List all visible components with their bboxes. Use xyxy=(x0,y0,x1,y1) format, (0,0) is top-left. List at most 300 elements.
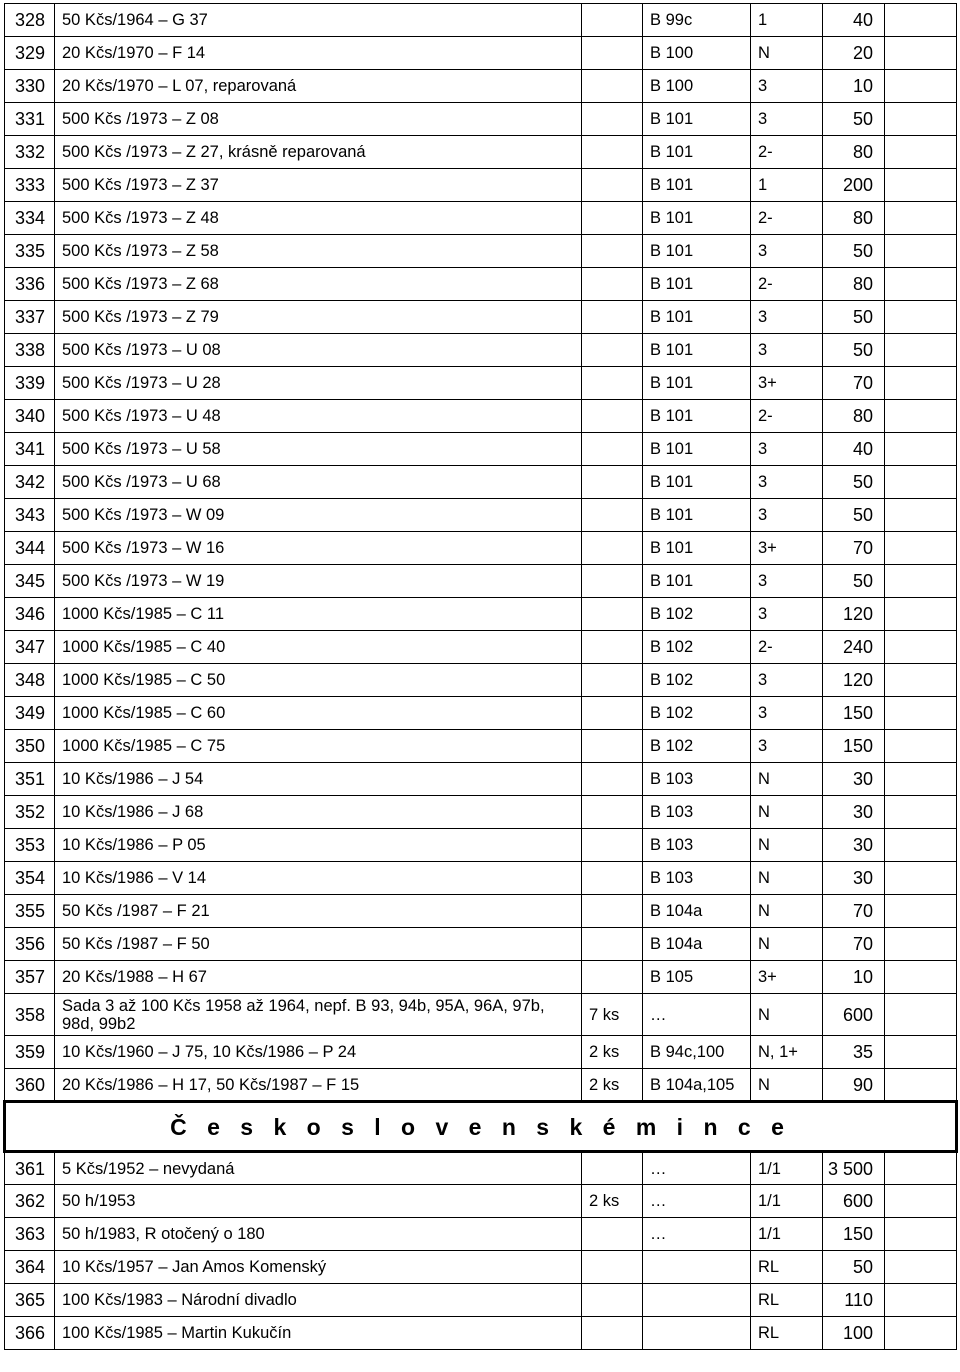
catalog-number: B 102 xyxy=(643,664,751,697)
catalog-number: B 101 xyxy=(643,136,751,169)
quantity xyxy=(582,565,643,598)
price: 50 xyxy=(823,103,885,136)
item-description: 100 Kčs/1983 – Národní divadlo xyxy=(55,1284,582,1317)
price: 200 xyxy=(823,169,885,202)
empty-cell xyxy=(885,499,957,532)
price: 35 xyxy=(823,1036,885,1069)
table-row xyxy=(5,730,957,763)
item-description: 100 Kčs/1985 – Martin Kukučín xyxy=(55,1317,582,1350)
grade: 3 xyxy=(751,598,823,631)
lot-number: 345 xyxy=(5,565,55,598)
quantity xyxy=(582,631,643,664)
lot-number: 344 xyxy=(5,532,55,565)
empty-cell xyxy=(885,862,957,895)
lot-number: 365 xyxy=(5,1284,55,1317)
price: 70 xyxy=(823,367,885,400)
empty-cell xyxy=(885,1218,957,1251)
price: 120 xyxy=(823,664,885,697)
table-row xyxy=(5,301,957,334)
price: 20 xyxy=(823,37,885,70)
price: 30 xyxy=(823,763,885,796)
empty-cell xyxy=(885,763,957,796)
empty-cell xyxy=(885,961,957,994)
table-row xyxy=(5,334,957,367)
grade: N xyxy=(751,37,823,70)
grade: 3 xyxy=(751,70,823,103)
item-description: 20 Kčs/1986 – H 17, 50 Kčs/1987 – F 15 xyxy=(55,1069,582,1102)
quantity xyxy=(582,664,643,697)
grade: N xyxy=(751,928,823,961)
quantity xyxy=(582,1317,643,1350)
price: 10 xyxy=(823,961,885,994)
item-description: 500 Kčs /1973 – Z 27, krásně reparovaná xyxy=(55,136,582,169)
grade: 2- xyxy=(751,268,823,301)
lot-number: 354 xyxy=(5,862,55,895)
price: 80 xyxy=(823,136,885,169)
quantity xyxy=(582,367,643,400)
catalog-number: B 101 xyxy=(643,334,751,367)
quantity: 2 ks xyxy=(582,1036,643,1069)
item-description: 20 Kčs/1988 – H 67 xyxy=(55,961,582,994)
item-description: 1000 Kčs/1985 – C 50 xyxy=(55,664,582,697)
price: 70 xyxy=(823,895,885,928)
item-description: 10 Kčs/1957 – Jan Amos Komenský xyxy=(55,1251,582,1284)
catalog-number: B 101 xyxy=(643,532,751,565)
lot-number: 328 xyxy=(5,4,55,37)
lot-number: 330 xyxy=(5,70,55,103)
quantity xyxy=(582,499,643,532)
quantity xyxy=(582,1251,643,1284)
item-description: 50 Kčs /1987 – F 50 xyxy=(55,928,582,961)
price: 150 xyxy=(823,1218,885,1251)
catalog-number: B 101 xyxy=(643,301,751,334)
grade: N xyxy=(751,796,823,829)
item-description: 500 Kčs /1973 – U 08 xyxy=(55,334,582,367)
table-row xyxy=(5,598,957,631)
price: 30 xyxy=(823,796,885,829)
grade: 3 xyxy=(751,433,823,466)
table-row xyxy=(5,763,957,796)
empty-cell xyxy=(885,301,957,334)
table-row xyxy=(5,829,957,862)
lot-number: 334 xyxy=(5,202,55,235)
grade: 2- xyxy=(751,202,823,235)
item-description: 50 h/1953 xyxy=(55,1185,582,1218)
price: 90 xyxy=(823,1069,885,1102)
catalog-number: B 99c xyxy=(643,4,751,37)
price: 600 xyxy=(823,1185,885,1218)
price: 80 xyxy=(823,268,885,301)
empty-cell xyxy=(885,37,957,70)
price: 30 xyxy=(823,862,885,895)
empty-cell xyxy=(885,730,957,763)
lot-number: 339 xyxy=(5,367,55,400)
empty-cell xyxy=(885,136,957,169)
quantity xyxy=(582,1284,643,1317)
quantity xyxy=(582,433,643,466)
item-description: 1000 Kčs/1985 – C 40 xyxy=(55,631,582,664)
empty-cell xyxy=(885,895,957,928)
quantity xyxy=(582,598,643,631)
price: 10 xyxy=(823,70,885,103)
quantity xyxy=(582,763,643,796)
quantity xyxy=(582,70,643,103)
quantity xyxy=(582,1152,643,1185)
grade: RL xyxy=(751,1317,823,1350)
item-description: 1000 Kčs/1985 – C 60 xyxy=(55,697,582,730)
catalog-number: … xyxy=(643,1152,751,1185)
grade: 3 xyxy=(751,730,823,763)
grade: 3 xyxy=(751,334,823,367)
empty-cell xyxy=(885,1069,957,1102)
empty-cell xyxy=(885,1152,957,1185)
table-row xyxy=(5,1036,957,1069)
empty-cell xyxy=(885,1036,957,1069)
lot-number: 341 xyxy=(5,433,55,466)
price: 100 xyxy=(823,1317,885,1350)
grade: N xyxy=(751,862,823,895)
table-row xyxy=(5,169,957,202)
quantity xyxy=(582,37,643,70)
table-row xyxy=(5,697,957,730)
lot-number: 361 xyxy=(5,1152,55,1185)
catalog-number: … xyxy=(643,1218,751,1251)
empty-cell xyxy=(885,1317,957,1350)
grade: 3 xyxy=(751,466,823,499)
price: 50 xyxy=(823,466,885,499)
catalog-number: B 103 xyxy=(643,796,751,829)
item-description: 500 Kčs /1973 – Z 68 xyxy=(55,268,582,301)
item-description: 500 Kčs /1973 – U 48 xyxy=(55,400,582,433)
table-row xyxy=(5,961,957,994)
table-row xyxy=(5,796,957,829)
grade: N xyxy=(751,829,823,862)
lot-number: 362 xyxy=(5,1185,55,1218)
lot-number: 366 xyxy=(5,1317,55,1350)
catalog-number: B 102 xyxy=(643,631,751,664)
table-row xyxy=(5,235,957,268)
catalog-number: B 101 xyxy=(643,367,751,400)
grade: 3 xyxy=(751,103,823,136)
empty-cell xyxy=(885,697,957,730)
catalog-number xyxy=(643,1317,751,1350)
quantity xyxy=(582,928,643,961)
section-header-row xyxy=(5,1102,957,1152)
empty-cell xyxy=(885,367,957,400)
catalog-number: B 104a xyxy=(643,928,751,961)
grade: 3+ xyxy=(751,367,823,400)
grade: RL xyxy=(751,1284,823,1317)
empty-cell xyxy=(885,4,957,37)
price: 50 xyxy=(823,334,885,367)
lot-number: 356 xyxy=(5,928,55,961)
item-description: 500 Kčs /1973 – U 28 xyxy=(55,367,582,400)
quantity xyxy=(582,103,643,136)
lot-number: 363 xyxy=(5,1218,55,1251)
table-row xyxy=(5,433,957,466)
table-row xyxy=(5,994,957,1036)
empty-cell xyxy=(885,664,957,697)
table-row xyxy=(5,928,957,961)
table-row xyxy=(5,1218,957,1251)
price: 120 xyxy=(823,598,885,631)
table-row xyxy=(5,70,957,103)
grade: 1/1 xyxy=(751,1152,823,1185)
lot-number: 332 xyxy=(5,136,55,169)
grade: 2- xyxy=(751,631,823,664)
catalog-number: B 103 xyxy=(643,829,751,862)
catalog-number: B 102 xyxy=(643,598,751,631)
item-description: 1000 Kčs/1985 – C 11 xyxy=(55,598,582,631)
lot-number: 335 xyxy=(5,235,55,268)
empty-cell xyxy=(885,235,957,268)
table-row xyxy=(5,895,957,928)
table-row xyxy=(5,400,957,433)
lot-number: 336 xyxy=(5,268,55,301)
grade: N xyxy=(751,1069,823,1102)
item-description: 10 Kčs/1986 – J 68 xyxy=(55,796,582,829)
lot-number: 364 xyxy=(5,1251,55,1284)
empty-cell xyxy=(885,994,957,1036)
empty-cell xyxy=(885,202,957,235)
catalog-number: B 101 xyxy=(643,103,751,136)
quantity xyxy=(582,136,643,169)
grade: 2- xyxy=(751,400,823,433)
quantity xyxy=(582,466,643,499)
price: 50 xyxy=(823,565,885,598)
catalog-rows-after xyxy=(5,1152,957,1350)
catalog-number: B 102 xyxy=(643,697,751,730)
item-description: 500 Kčs /1973 – U 58 xyxy=(55,433,582,466)
empty-cell xyxy=(885,631,957,664)
grade: N xyxy=(751,994,823,1036)
lot-number: 333 xyxy=(5,169,55,202)
catalog-number: B 105 xyxy=(643,961,751,994)
grade: 1 xyxy=(751,169,823,202)
table-row xyxy=(5,664,957,697)
empty-cell xyxy=(885,1251,957,1284)
price: 110 xyxy=(823,1284,885,1317)
grade: 3 xyxy=(751,499,823,532)
quantity xyxy=(582,400,643,433)
grade: 1/1 xyxy=(751,1185,823,1218)
item-description: 500 Kčs /1973 – W 19 xyxy=(55,565,582,598)
lot-number: 347 xyxy=(5,631,55,664)
catalog-number: B 101 xyxy=(643,433,751,466)
table-row xyxy=(5,466,957,499)
grade: N xyxy=(751,763,823,796)
table-row xyxy=(5,367,957,400)
item-description: 500 Kčs /1973 – Z 58 xyxy=(55,235,582,268)
lot-number: 331 xyxy=(5,103,55,136)
grade: N xyxy=(751,895,823,928)
price: 40 xyxy=(823,433,885,466)
quantity xyxy=(582,796,643,829)
empty-cell xyxy=(885,532,957,565)
grade: 2- xyxy=(751,136,823,169)
table-row xyxy=(5,532,957,565)
lot-number: 340 xyxy=(5,400,55,433)
catalog-table xyxy=(3,3,958,1350)
lot-number: 342 xyxy=(5,466,55,499)
item-description: 10 Kčs/1986 – J 54 xyxy=(55,763,582,796)
table-row xyxy=(5,631,957,664)
lot-number: 329 xyxy=(5,37,55,70)
price: 3 500 xyxy=(823,1152,885,1185)
table-row xyxy=(5,1284,957,1317)
price: 150 xyxy=(823,697,885,730)
grade: N, 1+ xyxy=(751,1036,823,1069)
catalog-number: B 101 xyxy=(643,400,751,433)
item-description: 10 Kčs/1960 – J 75, 10 Kčs/1986 – P 24 xyxy=(55,1036,582,1069)
grade: 3 xyxy=(751,697,823,730)
item-description: 50 Kčs/1964 – G 37 xyxy=(55,4,582,37)
catalog-number: B 104a xyxy=(643,895,751,928)
lot-number: 343 xyxy=(5,499,55,532)
quantity xyxy=(582,235,643,268)
quantity xyxy=(582,202,643,235)
empty-cell xyxy=(885,829,957,862)
item-description: 500 Kčs /1973 – W 16 xyxy=(55,532,582,565)
lot-number: 355 xyxy=(5,895,55,928)
quantity: 7 ks xyxy=(582,994,643,1036)
lot-number: 337 xyxy=(5,301,55,334)
lot-number: 359 xyxy=(5,1036,55,1069)
lot-number: 350 xyxy=(5,730,55,763)
lot-number: 346 xyxy=(5,598,55,631)
lot-number: 360 xyxy=(5,1069,55,1102)
catalog-number: B 103 xyxy=(643,862,751,895)
grade: 3 xyxy=(751,565,823,598)
empty-cell xyxy=(885,70,957,103)
catalog-number: B 100 xyxy=(643,70,751,103)
table-row xyxy=(5,136,957,169)
price: 40 xyxy=(823,4,885,37)
catalog-number: B 103 xyxy=(643,763,751,796)
price: 80 xyxy=(823,202,885,235)
table-row xyxy=(5,1251,957,1284)
quantity xyxy=(582,268,643,301)
price: 50 xyxy=(823,301,885,334)
lot-number: 358 xyxy=(5,994,55,1036)
empty-cell xyxy=(885,598,957,631)
table-row xyxy=(5,1152,957,1185)
quantity xyxy=(582,169,643,202)
grade: 3+ xyxy=(751,961,823,994)
quantity xyxy=(582,895,643,928)
item-description: 500 Kčs /1973 – U 68 xyxy=(55,466,582,499)
section-title: Č e s k o s l o v e n s k é m i n c e xyxy=(5,1102,957,1152)
table-row xyxy=(5,1069,957,1102)
catalog-number: B 101 xyxy=(643,499,751,532)
empty-cell xyxy=(885,169,957,202)
quantity xyxy=(582,1218,643,1251)
item-description: 10 Kčs/1986 – V 14 xyxy=(55,862,582,895)
empty-cell xyxy=(885,796,957,829)
item-description: 5 Kčs/1952 – nevydaná xyxy=(55,1152,582,1185)
item-description: 1000 Kčs/1985 – C 75 xyxy=(55,730,582,763)
item-description: 500 Kčs /1973 – W 09 xyxy=(55,499,582,532)
empty-cell xyxy=(885,1284,957,1317)
lot-number: 349 xyxy=(5,697,55,730)
grade: 3 xyxy=(751,301,823,334)
price: 30 xyxy=(823,829,885,862)
quantity xyxy=(582,862,643,895)
price: 600 xyxy=(823,994,885,1036)
empty-cell xyxy=(885,565,957,598)
catalog-number: … xyxy=(643,994,751,1036)
item-description: 50 h/1983, R otočený o 180 xyxy=(55,1218,582,1251)
item-description: 500 Kčs /1973 – Z 79 xyxy=(55,301,582,334)
catalog-number: … xyxy=(643,1185,751,1218)
price: 50 xyxy=(823,1251,885,1284)
catalog-number: B 101 xyxy=(643,268,751,301)
price: 70 xyxy=(823,532,885,565)
grade: 3+ xyxy=(751,532,823,565)
lot-number: 351 xyxy=(5,763,55,796)
empty-cell xyxy=(885,1185,957,1218)
catalog-number: B 101 xyxy=(643,466,751,499)
table-row xyxy=(5,37,957,70)
quantity xyxy=(582,961,643,994)
grade: 1 xyxy=(751,4,823,37)
item-description: 10 Kčs/1986 – P 05 xyxy=(55,829,582,862)
table-row xyxy=(5,565,957,598)
table-row xyxy=(5,1185,957,1218)
quantity xyxy=(582,730,643,763)
table-row xyxy=(5,499,957,532)
empty-cell xyxy=(885,400,957,433)
price: 80 xyxy=(823,400,885,433)
lot-number: 338 xyxy=(5,334,55,367)
quantity xyxy=(582,829,643,862)
empty-cell xyxy=(885,466,957,499)
empty-cell xyxy=(885,103,957,136)
section-header-group xyxy=(5,1102,957,1152)
empty-cell xyxy=(885,928,957,961)
catalog-number xyxy=(643,1284,751,1317)
catalog-number: B 101 xyxy=(643,235,751,268)
quantity xyxy=(582,301,643,334)
grade: 3 xyxy=(751,235,823,268)
quantity xyxy=(582,697,643,730)
lot-number: 352 xyxy=(5,796,55,829)
table-row xyxy=(5,103,957,136)
catalog-number: B 101 xyxy=(643,202,751,235)
item-description: 20 Kčs/1970 – F 14 xyxy=(55,37,582,70)
price: 150 xyxy=(823,730,885,763)
item-description: 500 Kčs /1973 – Z 48 xyxy=(55,202,582,235)
grade: 1/1 xyxy=(751,1218,823,1251)
catalog-number: B 101 xyxy=(643,169,751,202)
quantity xyxy=(582,532,643,565)
lot-number: 353 xyxy=(5,829,55,862)
lot-number: 348 xyxy=(5,664,55,697)
quantity xyxy=(582,334,643,367)
lot-number: 357 xyxy=(5,961,55,994)
quantity: 2 ks xyxy=(582,1069,643,1102)
quantity xyxy=(582,4,643,37)
item-description: Sada 3 až 100 Kčs 1958 až 1964, nepf. B 93, 94b, 95A, 96A, 97b, 98d, 99b2 xyxy=(55,994,582,1036)
item-description: 500 Kčs /1973 – Z 08 xyxy=(55,103,582,136)
table-row xyxy=(5,202,957,235)
empty-cell xyxy=(885,268,957,301)
table-row xyxy=(5,1317,957,1350)
table-row xyxy=(5,862,957,895)
catalog-number: B 101 xyxy=(643,565,751,598)
catalog-rows-before xyxy=(5,4,957,1102)
price: 50 xyxy=(823,499,885,532)
